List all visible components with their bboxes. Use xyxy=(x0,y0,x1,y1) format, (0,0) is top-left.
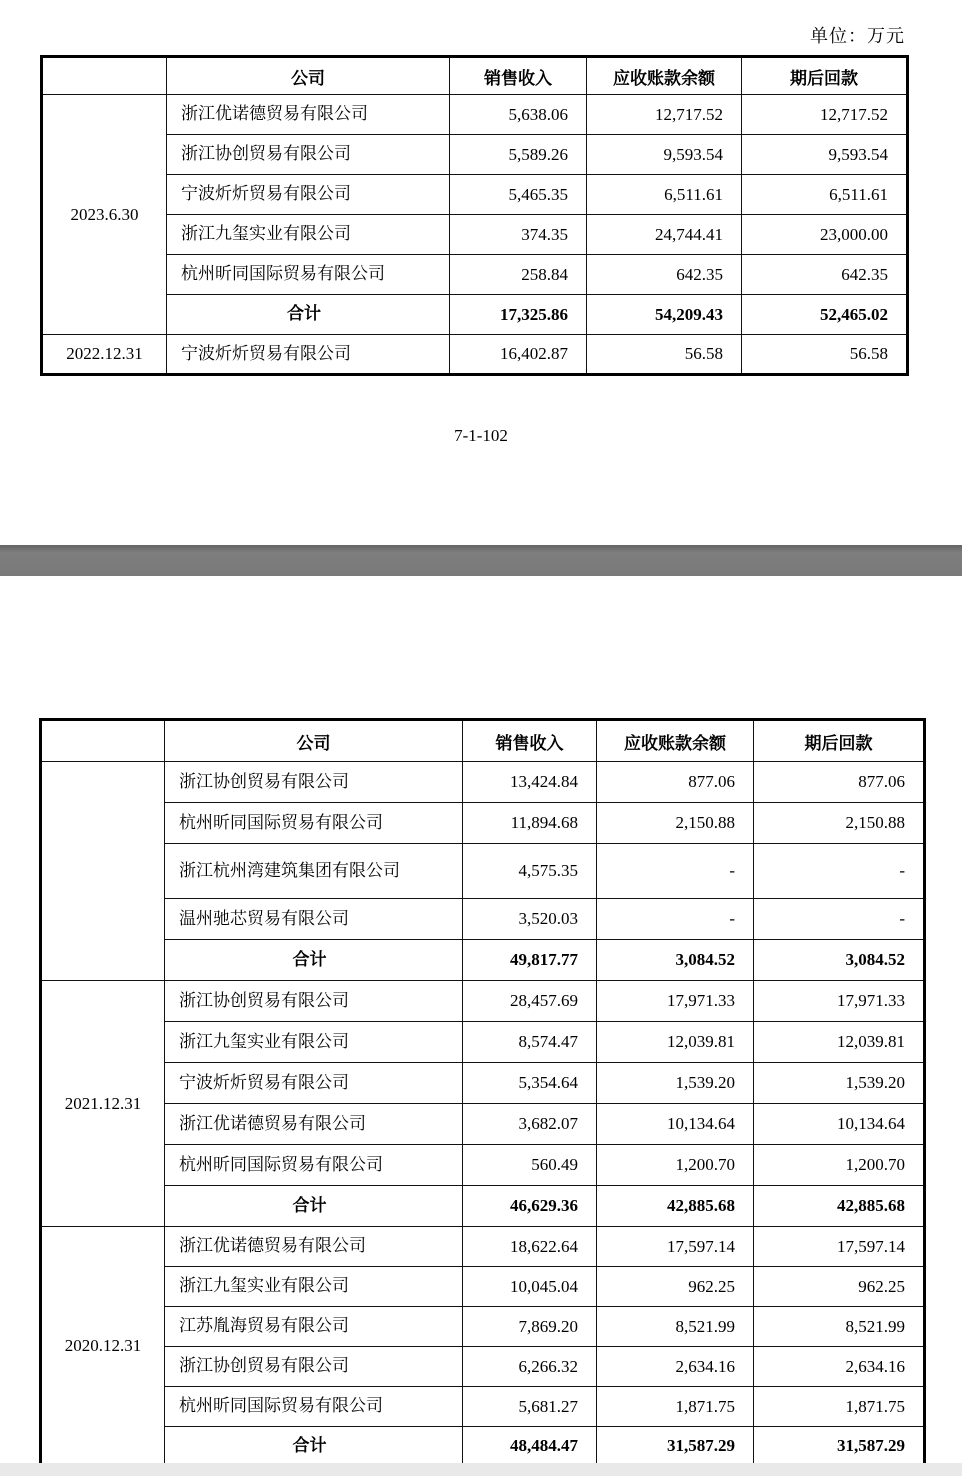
table-row xyxy=(41,844,925,899)
header-sales-revenue: 销售收入 xyxy=(450,57,587,95)
header-subsequent-collection: 期后回款 xyxy=(742,57,908,95)
value-cell: 8,521.99 xyxy=(597,1307,754,1347)
value-cell: 12,717.52 xyxy=(742,95,908,135)
value-cell: 5,465.35 xyxy=(450,175,587,215)
header-receivable-balance: 应收账款余额 xyxy=(587,57,742,95)
table-row xyxy=(41,803,925,844)
value-cell: 13,424.84 xyxy=(463,762,597,803)
receivables-table-top xyxy=(40,55,909,376)
table-row xyxy=(41,1347,925,1387)
table-row xyxy=(42,255,908,295)
value-cell: 4,575.35 xyxy=(463,844,597,899)
value-cell: 12,717.52 xyxy=(587,95,742,135)
header-company: 公司 xyxy=(165,720,463,762)
page-break-separator xyxy=(0,545,962,576)
value-cell: 10,134.64 xyxy=(754,1104,925,1145)
company-cell: 浙江优诺德贸易有限公司 xyxy=(167,95,450,135)
value-cell: 10,045.04 xyxy=(463,1267,597,1307)
total-value-cell: 54,209.43 xyxy=(587,295,742,335)
table-row xyxy=(41,1104,925,1145)
period-cell: 2023.6.30 xyxy=(42,95,167,335)
page-bottom-strip xyxy=(0,1463,962,1476)
table-header-row xyxy=(42,57,908,95)
company-cell: 杭州昕同国际贸易有限公司 xyxy=(165,803,463,844)
company-cell: 宁波炘炘贸易有限公司 xyxy=(165,1063,463,1104)
value-cell: 877.06 xyxy=(754,762,925,803)
total-label-cell: 合计 xyxy=(165,940,463,981)
company-cell: 温州驰芯贸易有限公司 xyxy=(165,899,463,940)
company-cell: 浙江协创贸易有限公司 xyxy=(167,135,450,175)
value-cell: 17,971.33 xyxy=(754,981,925,1022)
value-cell: 28,457.69 xyxy=(463,981,597,1022)
receivables-table-bottom xyxy=(39,718,926,1468)
header-period xyxy=(42,57,167,95)
value-cell: 1,871.75 xyxy=(597,1387,754,1427)
value-cell: 1,539.20 xyxy=(597,1063,754,1104)
company-cell: 浙江九玺实业有限公司 xyxy=(167,215,450,255)
value-cell: 8,521.99 xyxy=(754,1307,925,1347)
table-row xyxy=(42,95,908,135)
value-cell: 1,539.20 xyxy=(754,1063,925,1104)
table-row xyxy=(41,1267,925,1307)
table-row xyxy=(42,335,908,375)
value-cell: 7,869.20 xyxy=(463,1307,597,1347)
total-label-cell: 合计 xyxy=(165,1186,463,1227)
table-row xyxy=(42,215,908,255)
header-company: 公司 xyxy=(167,57,450,95)
company-cell: 浙江杭州湾建筑集团有限公司 xyxy=(165,844,463,899)
total-value-cell: 46,629.36 xyxy=(463,1186,597,1227)
table-header-row xyxy=(41,720,925,762)
table-row xyxy=(41,1227,925,1267)
total-value-cell: 48,484.47 xyxy=(463,1427,597,1467)
company-cell: 浙江协创贸易有限公司 xyxy=(165,762,463,803)
company-cell: 宁波炘炘贸易有限公司 xyxy=(167,175,450,215)
period-cell: 2020.12.31 xyxy=(41,1227,165,1467)
total-row xyxy=(42,295,908,335)
total-label-cell: 合计 xyxy=(167,295,450,335)
value-cell: 11,894.68 xyxy=(463,803,597,844)
header-subsequent-collection: 期后回款 xyxy=(754,720,925,762)
value-cell: 16,402.87 xyxy=(450,335,587,375)
company-cell: 宁波炘炘贸易有限公司 xyxy=(167,335,450,375)
company-cell: 杭州昕同国际贸易有限公司 xyxy=(165,1387,463,1427)
period-cell xyxy=(41,762,165,981)
value-cell: 24,744.41 xyxy=(587,215,742,255)
total-label-cell: 合计 xyxy=(165,1427,463,1467)
total-row xyxy=(41,1427,925,1467)
company-cell: 杭州昕同国际贸易有限公司 xyxy=(167,255,450,295)
value-cell: 258.84 xyxy=(450,255,587,295)
total-value-cell: 3,084.52 xyxy=(754,940,925,981)
value-cell: 642.35 xyxy=(587,255,742,295)
value-cell: 1,200.70 xyxy=(597,1145,754,1186)
value-cell: 5,681.27 xyxy=(463,1387,597,1427)
table-row xyxy=(41,1387,925,1427)
total-row xyxy=(41,1186,925,1227)
unit-label: 单位：万元 xyxy=(810,26,905,46)
value-cell: 962.25 xyxy=(597,1267,754,1307)
value-cell: 10,134.64 xyxy=(597,1104,754,1145)
total-value-cell: 42,885.68 xyxy=(597,1186,754,1227)
company-cell: 浙江九玺实业有限公司 xyxy=(165,1267,463,1307)
total-value-cell: 3,084.52 xyxy=(597,940,754,981)
value-cell: 17,597.14 xyxy=(597,1227,754,1267)
value-cell: 1,871.75 xyxy=(754,1387,925,1427)
value-cell: 2,150.88 xyxy=(754,803,925,844)
value-cell: 18,622.64 xyxy=(463,1227,597,1267)
value-cell: 962.25 xyxy=(754,1267,925,1307)
table-row xyxy=(41,1022,925,1063)
value-cell: 877.06 xyxy=(597,762,754,803)
company-cell: 浙江协创贸易有限公司 xyxy=(165,981,463,1022)
total-value-cell: 31,587.29 xyxy=(597,1427,754,1467)
value-cell: 2,150.88 xyxy=(597,803,754,844)
total-row xyxy=(41,940,925,981)
value-cell: 56.58 xyxy=(587,335,742,375)
value-cell: - xyxy=(754,844,925,899)
total-value-cell: 42,885.68 xyxy=(754,1186,925,1227)
table-row xyxy=(42,135,908,175)
header-receivable-balance: 应收账款余额 xyxy=(597,720,754,762)
company-cell: 浙江优诺德贸易有限公司 xyxy=(165,1104,463,1145)
company-cell: 浙江九玺实业有限公司 xyxy=(165,1022,463,1063)
value-cell: - xyxy=(597,844,754,899)
table-row xyxy=(41,981,925,1022)
value-cell: 8,574.47 xyxy=(463,1022,597,1063)
total-value-cell: 49,817.77 xyxy=(463,940,597,981)
value-cell: 2,634.16 xyxy=(597,1347,754,1387)
company-cell: 杭州昕同国际贸易有限公司 xyxy=(165,1145,463,1186)
value-cell: 1,200.70 xyxy=(754,1145,925,1186)
period-cell: 2021.12.31 xyxy=(41,981,165,1227)
value-cell: 374.35 xyxy=(450,215,587,255)
value-cell: 6,266.32 xyxy=(463,1347,597,1387)
value-cell: 9,593.54 xyxy=(587,135,742,175)
value-cell: 23,000.00 xyxy=(742,215,908,255)
value-cell: - xyxy=(754,899,925,940)
page-number: 7-1-102 xyxy=(454,426,508,445)
company-cell: 浙江协创贸易有限公司 xyxy=(165,1347,463,1387)
header-sales-revenue: 销售收入 xyxy=(463,720,597,762)
value-cell: 642.35 xyxy=(742,255,908,295)
value-cell: 12,039.81 xyxy=(754,1022,925,1063)
value-cell: 12,039.81 xyxy=(597,1022,754,1063)
table-row xyxy=(41,1145,925,1186)
table-row xyxy=(41,899,925,940)
value-cell: 6,511.61 xyxy=(587,175,742,215)
value-cell: 56.58 xyxy=(742,335,908,375)
total-value-cell: 52,465.02 xyxy=(742,295,908,335)
value-cell: 17,971.33 xyxy=(597,981,754,1022)
total-value-cell: 17,325.86 xyxy=(450,295,587,335)
period-cell: 2022.12.31 xyxy=(42,335,167,375)
value-cell: 5,638.06 xyxy=(450,95,587,135)
value-cell: 2,634.16 xyxy=(754,1347,925,1387)
value-cell: - xyxy=(597,899,754,940)
value-cell: 17,597.14 xyxy=(754,1227,925,1267)
total-value-cell: 31,587.29 xyxy=(754,1427,925,1467)
company-cell: 浙江优诺德贸易有限公司 xyxy=(165,1227,463,1267)
value-cell: 3,520.03 xyxy=(463,899,597,940)
table-row xyxy=(41,762,925,803)
company-cell: 江苏胤海贸易有限公司 xyxy=(165,1307,463,1347)
value-cell: 5,354.64 xyxy=(463,1063,597,1104)
table-row xyxy=(42,175,908,215)
table-row xyxy=(41,1307,925,1347)
value-cell: 3,682.07 xyxy=(463,1104,597,1145)
table-row xyxy=(41,1063,925,1104)
value-cell: 560.49 xyxy=(463,1145,597,1186)
header-period xyxy=(41,720,165,762)
value-cell: 9,593.54 xyxy=(742,135,908,175)
value-cell: 6,511.61 xyxy=(742,175,908,215)
value-cell: 5,589.26 xyxy=(450,135,587,175)
